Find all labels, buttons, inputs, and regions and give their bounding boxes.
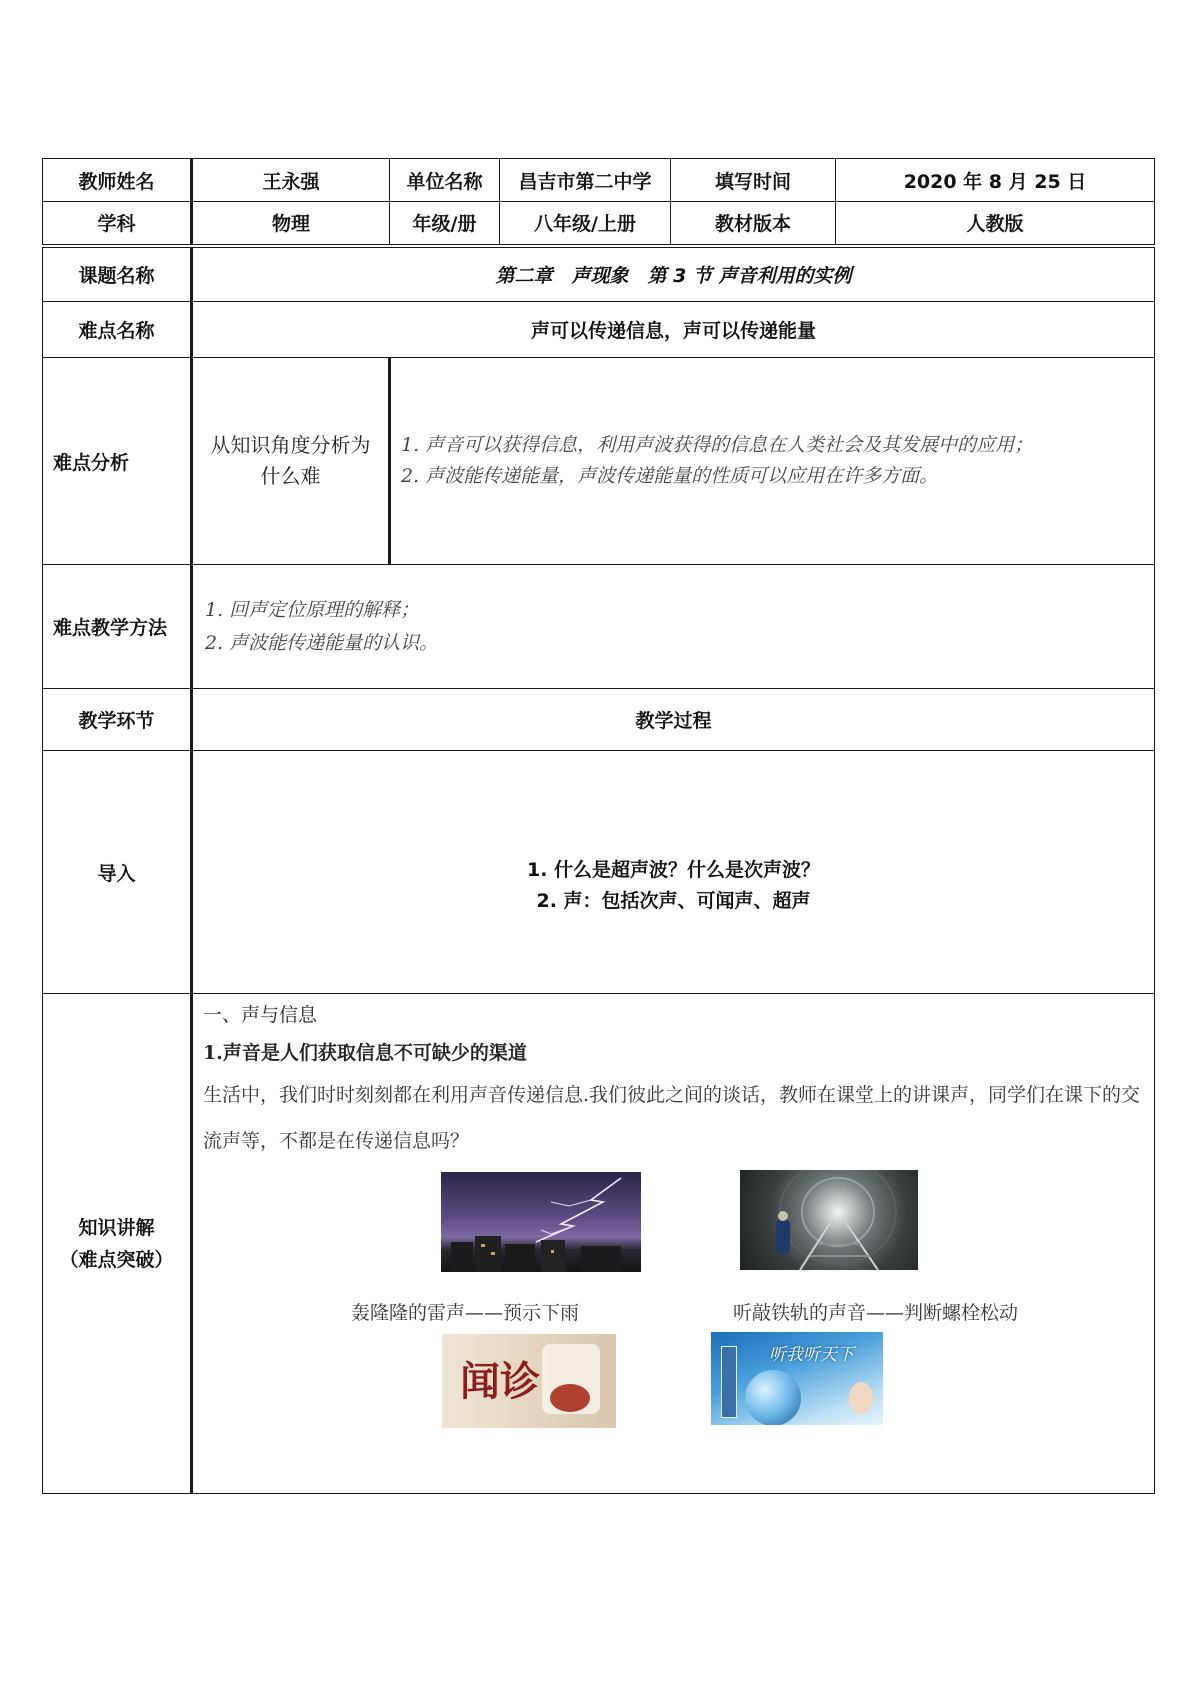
difficulty-label: 难点名称 [43,302,192,358]
topic-label: 课题名称 [43,246,192,302]
listen-world-title: 听我听天下 [769,1345,854,1365]
grade-value: 八年级/上册 [500,202,671,246]
intro-content [192,751,1155,994]
method-row [43,565,1155,689]
globe-icon [745,1370,801,1425]
analysis-points [390,358,1155,565]
process-header-row [43,689,1155,751]
tunnel-track-icon [740,1170,918,1270]
subject-value: 物理 [192,202,390,246]
intro-row [43,751,1155,994]
method-point-2: 2. 声波能传递能量的认识。 [205,631,439,654]
lecture-row [43,994,1155,1494]
analysis-point-2: 2. 声波能传递能量，声波传递能量的性质可以应用在许多方面。 [401,465,939,487]
wenzhen-image [442,1334,616,1428]
method-points [192,565,1155,689]
unit-value: 昌吉市第二中学 [500,159,671,202]
intro-line-1: 1. 什么是超声波？什么是次声波？ [526,859,821,881]
lightning-bolt-icon [441,1172,641,1272]
person-head-icon [849,1382,873,1414]
process-value: 教学过程 [192,689,1155,751]
analysis-sub-label: 从知识角度分析为什么难 [192,358,390,565]
date-label: 填写时间 [671,159,836,202]
lecture-label [43,994,192,1494]
wenzhen-decoration [550,1384,590,1412]
method-point-1: 1. 回声定位原理的解释； [205,598,420,621]
teacher-value: 王永强 [192,159,390,202]
analysis-point-1: 1. 声音可以获得信息，利用声波获得的信息在人类社会及其发展中的应用； [401,434,1034,456]
wenzhen-title: 闻诊 [460,1358,540,1405]
lecture-content [192,994,1155,1494]
topic-value: 第二章 声现象 第 3 节 声音利用的实例 [192,246,1155,302]
date-value: 2020 年 8 月 25 日 [836,159,1155,202]
teacher-label: 教师姓名 [43,159,192,202]
building-shape [721,1346,737,1418]
topic-row [43,246,1155,302]
intro-line-2: 2. 声：包括次声、可闻声、超声 [536,890,811,912]
lesson-plan-table [42,158,1155,1494]
analysis-label: 难点分析 [43,358,192,565]
header-row-2 [43,202,1155,246]
lecture-label-line-2: （难点突破） [59,1248,174,1271]
caption-left: 轰隆隆的雷声——预示下雨 [351,1302,580,1324]
unit-label: 单位名称 [390,159,500,202]
difficulty-value: 声可以传递信息，声可以传递能量 [192,302,1155,358]
image-area [193,1164,1154,1444]
header-row-1 [43,159,1155,202]
process-label: 教学环节 [43,689,192,751]
edition-label: 教材版本 [671,202,836,246]
difficulty-row [43,302,1155,358]
caption-right: 听敲铁轨的声音——判断螺栓松动 [733,1302,1019,1324]
tunnel-image [740,1170,918,1270]
grade-label: 年级/册 [390,202,500,246]
listen-world-image [711,1332,883,1425]
subject-label: 学科 [43,202,192,246]
section-subtitle: 1.声音是人们获取信息不可缺少的渠道 [203,1042,527,1064]
edition-value: 人教版 [836,202,1155,246]
method-label: 难点教学方法 [43,565,192,689]
lecture-label-line-1: 知识讲解 [78,1216,155,1239]
analysis-row [43,358,1155,565]
section-paragraph: 生活中，我们时时刻刻都在利用声音传递信息.我们彼此之间的谈话，教师在课堂上的讲课声，同学们在课下的交流声等，不都是在传递信息吗？ [203,1084,1141,1152]
lightning-image [441,1172,641,1272]
intro-label: 导入 [43,751,192,994]
section-title: 一、声与信息 [203,1004,318,1026]
